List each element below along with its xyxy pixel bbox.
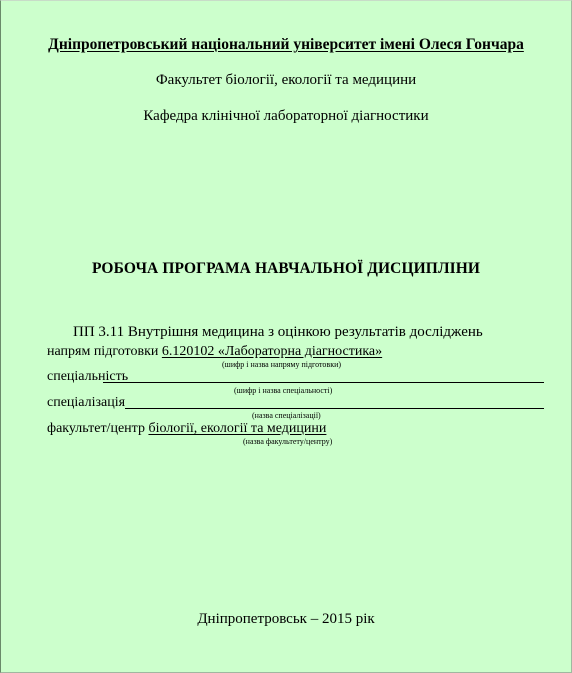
- faculty-center-row: [47, 421, 326, 437]
- direction-hint: (шифр і назва напряму підготовки): [222, 360, 342, 369]
- specialty-field: [103, 382, 544, 383]
- department-name: Кафедра клінічної лабораторної діагностики: [143, 108, 429, 124]
- university-name: Дніпропетровський національний університет імені Олеся Гончара: [48, 36, 524, 53]
- direction-value: 6.120102 «Лабораторна діагностика»: [161, 344, 383, 359]
- direction-row: [47, 344, 382, 360]
- specialization-hint: (назва спеціалізації): [252, 411, 321, 420]
- specialization-label: спеціалізація: [47, 395, 126, 410]
- footer-city-year: Дніпропетровськ – 2015 рік: [197, 611, 375, 627]
- direction-label: напрям підготовки: [47, 344, 159, 359]
- faculty-center-value: біології, екології та медицини: [148, 421, 327, 436]
- faculty-center-hint: (назва факультету/центру): [243, 437, 333, 446]
- faculty-name: Факультет біології, екології та медицини: [155, 72, 417, 88]
- faculty-center-label: факультет/центр: [47, 421, 145, 436]
- specialty-label: спеціальність: [47, 369, 129, 384]
- specialization-field: [125, 408, 544, 409]
- document-title: РОБОЧА ПРОГРАМА НАВЧАЛЬНОЇ ДИСЦИПЛІНИ: [91, 260, 481, 277]
- course-name: ПП 3.11 Внутрішня медицина з оцінкою результатів досліджень: [73, 324, 483, 340]
- specialty-hint: (шифр і назва спеціальності): [234, 386, 333, 395]
